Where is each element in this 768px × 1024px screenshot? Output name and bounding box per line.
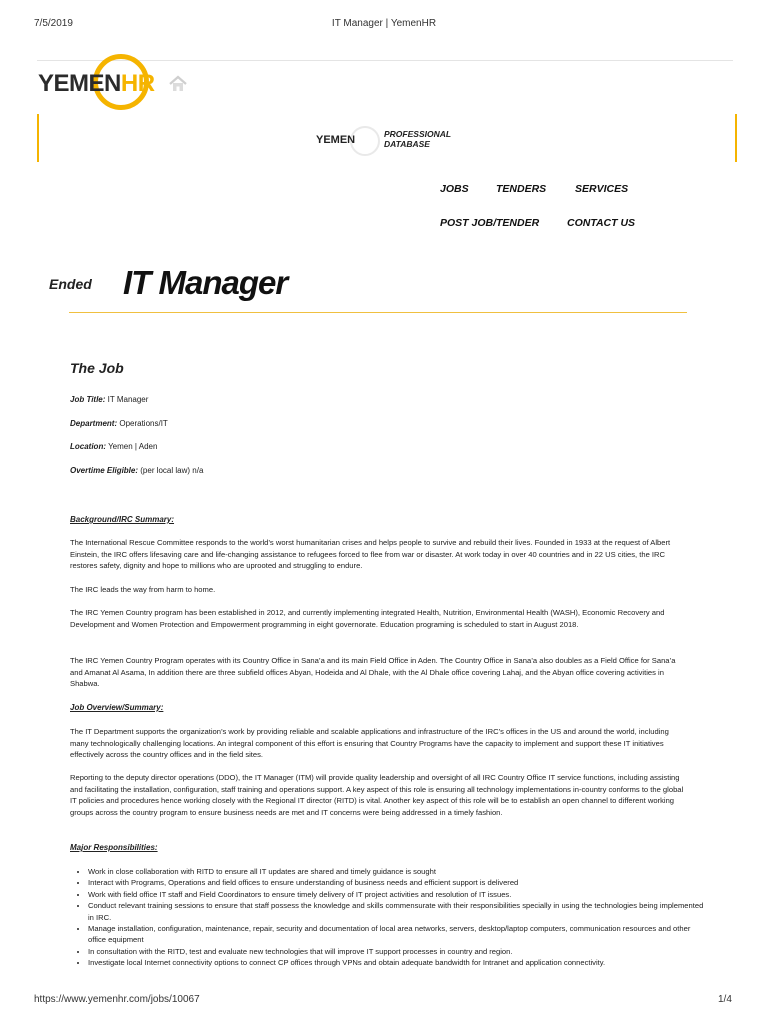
site-logo[interactable] <box>38 70 155 98</box>
list-item: • Conduct relevant training sessions to ensure that staff possess the knowledge and skills commensurate with their responsibilities specially in using the technologies being implemented in IRC. <box>88 900 708 923</box>
background-paragraph-1: The International Rescue Committee responds to the world’s worst humanitarian crises and helps people to survive and rebuild their lives. Founded in 1933 at the request of Albert Einstein, the IRC offers lifesaving care and life-changing assistance to refugees forced to flee from war or disaster. At work today in over 40 countries and in 22 US cities, the IRC restores safety, dignity and hope to millions who are uprooted and struggling to endure. <box>70 538 671 571</box>
header-divider <box>37 60 733 61</box>
nav-services[interactable]: SERVICES <box>575 183 629 195</box>
print-date: 7/5/2019 <box>34 18 73 29</box>
overview-heading: Job Overview/Summary: <box>70 703 164 712</box>
nav-contact[interactable]: CONTACT US <box>567 217 636 229</box>
list-item: • Investigate local Internet connectivity options to connect CP offices through VPNs and obtain adequate bandwidth for Intranet and application connectivity. <box>88 957 708 968</box>
field-location <box>70 442 157 451</box>
background-paragraph-4: The IRC Yemen Country Program operates with its Country Office in Sana’a and its main Field Office in Aden. The Country Office in Sana’a also doubles as a Field Office for Sana’a and Amanat Al Asama, In addition there are three subfield offices Abyan, Hodeida and Al Dhale, with the Al Dhale office covering Lahaj, and the Abyan office covering activities in Shabwa. <box>70 656 676 689</box>
home-icon[interactable] <box>168 74 188 94</box>
print-title: IT Manager | YemenHR <box>331 18 437 29</box>
band-logo-text: YEMEN <box>316 134 356 146</box>
band-tagline-line1: PROFESSIONAL <box>384 129 452 139</box>
field-value: IT Manager <box>105 395 149 404</box>
field-label: Location: <box>70 442 106 451</box>
list-item: • In consultation with the RITD, test and evaluate new technologies that will improve IT support processes in country and region. <box>88 946 708 957</box>
field-value: Yemen | Aden <box>106 442 158 451</box>
print-page-number: 1/4 <box>718 994 732 1005</box>
overview-paragraph-2: Reporting to the deputy director operations (DDO), the IT Manager (ITM) will provide quality leadership and oversight of all IRC Country Office IT service functions, including assisting and facilitating the installation, configuration, staff training and operations support. A key aspect of this role is ensuring all technology implementations in-country conforms to the global IT policies and procedures hence working closely with the Regional IT director (RITD) is vital. Another key aspect of this role will be to establish an open channel to different working groups across the country program to ensure business needs are met and IT concerns were being addressed in a timely fashion. <box>70 773 684 817</box>
list-item: • Work with field office IT staff and Field Coordinators to ensure timely delivery of IT project activities and resolution of IT issues. <box>88 889 708 900</box>
background-paragraph-3: The IRC Yemen Country program has been established in 2012, and currently implementing integrated Health, Nutrition, Environmental Health (WASH), Economic Recovery and Development and Women Protection and Empowerment programming in eight governorate. Education programing is scheduled to start in August 2018. <box>70 608 665 629</box>
responsibilities-heading: Major Responsibilities: <box>70 843 158 852</box>
background-heading: Background/IRC Summary: <box>70 515 175 524</box>
background-paragraph-2: The IRC leads the way from harm to home. <box>70 585 216 594</box>
job-title-heading: IT Manager <box>123 264 288 301</box>
field-label: Overtime Eligible: <box>70 466 139 475</box>
nav-tenders[interactable]: TENDERS <box>496 183 547 195</box>
title-divider <box>69 312 687 313</box>
overview-paragraph-1: The IT Department supports the organization’s work by providing reliable and scalable applications and infrastructure of the IRC’s offices in the US and around the world, including many technologically challenging locations. An integral component of this effort is ensuring that Country Programs have the capacity to implement and support these IT initiatives effectively across the country offices and in the field sites. <box>70 727 669 760</box>
band-tagline-line2: DATABASE <box>384 139 430 149</box>
field-value: Operations/IT <box>117 419 168 428</box>
responsibilities-list <box>70 866 708 969</box>
field-job-title <box>70 395 148 404</box>
list-item: • Work in close collaboration with RITD to ensure all IT updates are shared and timely guidance is sought <box>88 866 708 877</box>
logo-text-accent: HR <box>120 70 155 97</box>
list-item: • Manage installation, configuration, maintenance, repair, security and documentation of local area networks, servers, desktop/laptop computers, communication resources and other office equipment <box>88 923 708 946</box>
list-item: • Interact with Programs, Operations and field offices to ensure understanding of business needs and efficient support is delivered <box>88 877 708 888</box>
field-label: Department: <box>70 419 118 428</box>
section-heading-the-job: The Job <box>70 360 124 376</box>
field-overtime <box>70 466 203 475</box>
field-label: Job Title: <box>70 395 106 404</box>
field-department <box>70 419 168 428</box>
nav-jobs[interactable]: JOBS <box>440 183 469 195</box>
print-url: https://www.yemenhr.com/jobs/10067 <box>34 994 200 1005</box>
job-status-label: Ended <box>49 276 92 292</box>
nav-post-job[interactable]: POST JOB/TENDER <box>440 217 540 229</box>
logo-text-main: YEMEN <box>38 70 121 97</box>
band-tagline <box>384 129 451 149</box>
field-value: (per local law) n/a <box>138 466 204 475</box>
